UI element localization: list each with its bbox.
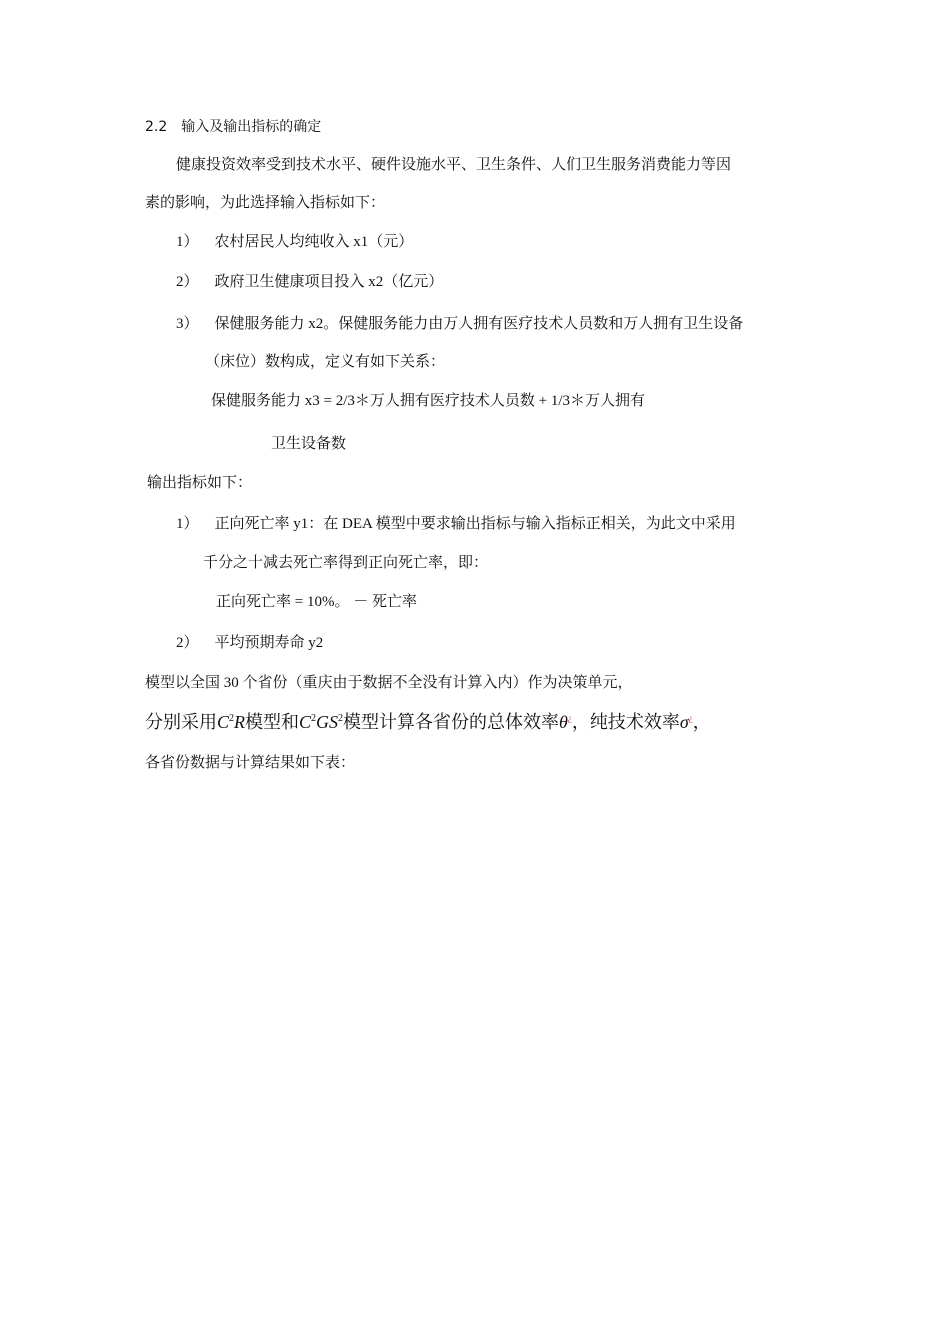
list-number: 1） [176, 516, 199, 532]
missing-glyph-mark: ¿ [567, 713, 572, 723]
output-item-1-continuation: 千分之十减去死亡率得到正向死亡率，即： [203, 555, 489, 571]
math-theta: θ [559, 712, 568, 732]
output-item-1 [176, 514, 736, 534]
input-item-3 [176, 314, 743, 334]
formula-x3-line-2: 卫生设备数 [271, 436, 347, 452]
input-item-3-continuation: （床位）数构成，定义有如下关系： [205, 354, 446, 370]
list-number: 2） [176, 274, 199, 290]
outputs-intro: 输出指标如下： [147, 475, 253, 491]
math-c: C [299, 712, 312, 732]
list-text: 农村居民人均纯收入 x1（元） [214, 234, 414, 250]
model-line-3: 各省份数据与计算结果如下表： [145, 755, 356, 771]
input-item-1 [176, 232, 413, 252]
math-superscript: 2 [229, 713, 235, 724]
math-r: R [234, 712, 246, 732]
text-segment: 模型和 [245, 712, 300, 732]
section-title: 输入及输出指标的确定 [181, 119, 322, 135]
output-item-2 [176, 633, 323, 653]
intro-line-2: 素的影响，为此选择输入指标如下： [145, 195, 386, 211]
list-text: 政府卫生健康项目投入 x2（亿元） [214, 274, 444, 290]
formula-x3-line-1: 保健服务能力 x3 = 2/3＊万人拥有医疗技术人员数 + 1/3＊万人拥有 [211, 393, 646, 409]
list-text: 保健服务能力 x2。保健服务能力由万人拥有医疗技术人员数和万人拥有卫生设备 [214, 316, 744, 332]
missing-glyph-mark: ¿ [688, 713, 693, 723]
model-line-1: 模型以全国 30 个省份（重庆由于数据不全没有计算入内）作为决策单元， [145, 675, 633, 691]
text-segment: 分别采用 [145, 712, 217, 732]
section-heading [145, 117, 321, 137]
list-number: 3） [176, 316, 199, 332]
math-gs: GS [316, 712, 339, 732]
list-number: 2） [176, 635, 199, 651]
section-number: 2.2 [145, 119, 168, 135]
text-segment: ，纯技术效率 [571, 712, 680, 732]
text-segment: 模型计算各省份的总体效率 [343, 712, 560, 732]
list-text: 平均预期寿命 y2 [214, 635, 324, 651]
math-superscript: 2 [311, 713, 317, 724]
list-number: 1） [176, 234, 199, 250]
math-c: C [217, 712, 230, 732]
intro-line-1: 健康投资效率受到技术水平、硬件设施水平、卫生条件、人们卫生服务消费能力等因 [176, 157, 732, 173]
formula-y1: 正向死亡率 = 10%。 － 死亡率 [216, 594, 417, 610]
list-text: 正向死亡率 y1：在 DEA 模型中要求输出指标与输入指标正相关，为此文中采用 [214, 516, 736, 532]
text-segment: ， [692, 712, 711, 732]
math-superscript: 2 [338, 713, 344, 724]
math-sigma: σ [679, 712, 689, 732]
model-line-2 [145, 710, 711, 734]
input-item-2 [176, 272, 443, 292]
